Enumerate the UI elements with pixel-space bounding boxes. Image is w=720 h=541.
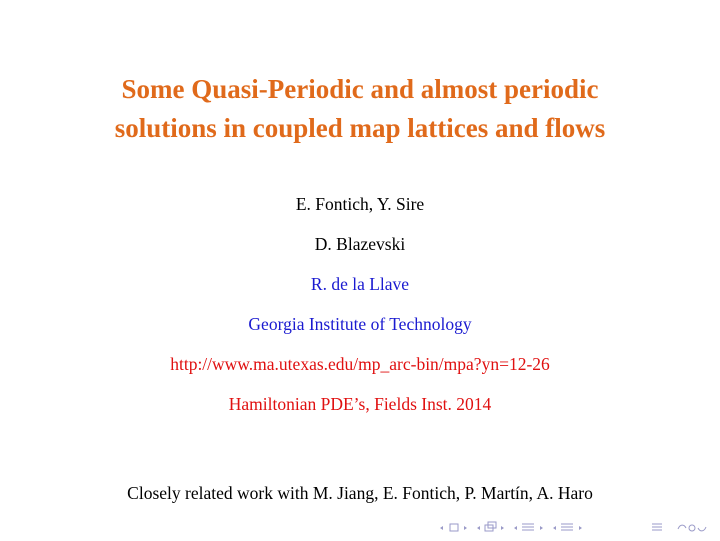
nav-subsection-icon[interactable]: [485, 522, 496, 531]
nav-prev-subsection-icon[interactable]: [477, 526, 480, 530]
related-work-note: Closely related work with M. Jiang, E. Fontich, P. Martín, A. Haro: [127, 483, 593, 503]
nav-appendix-icon[interactable]: [652, 524, 662, 530]
nav-next-document-icon[interactable]: [579, 526, 582, 530]
nav-next-section-icon[interactable]: [540, 526, 543, 530]
slide-title-line-2: solutions in coupled map lattices and flows: [114, 113, 606, 143]
event-name: Hamiltonian PDE’s, Fields Inst. 2014: [228, 394, 492, 414]
nav-search-icon[interactable]: [678, 525, 706, 531]
authors-line-2: D. Blazevski: [314, 234, 406, 254]
institution: Georgia Institute of Technology: [248, 314, 472, 334]
nav-section-icon[interactable]: [522, 524, 534, 530]
slide-title-line-1: Some Quasi-Periodic and almost periodic: [121, 74, 599, 104]
nav-prev-frame-icon[interactable]: [440, 526, 443, 530]
nav-next-frame-icon[interactable]: [464, 526, 467, 530]
nav-prev-section-icon[interactable]: [514, 526, 517, 530]
presenter-name: R. de la Llave: [310, 274, 410, 294]
nav-frame-icon[interactable]: [450, 524, 458, 531]
authors-line-1: E. Fontich, Y. Sire: [295, 194, 425, 214]
nav-prev-document-icon[interactable]: [553, 526, 556, 530]
preprint-url[interactable]: http://www.ma.utexas.edu/mp_arc-bin/mpa?yn=12-26: [170, 354, 550, 374]
beamer-navigation-bar: [0, 516, 720, 536]
nav-next-subsection-icon[interactable]: [501, 526, 504, 530]
nav-document-icon[interactable]: [561, 524, 573, 530]
